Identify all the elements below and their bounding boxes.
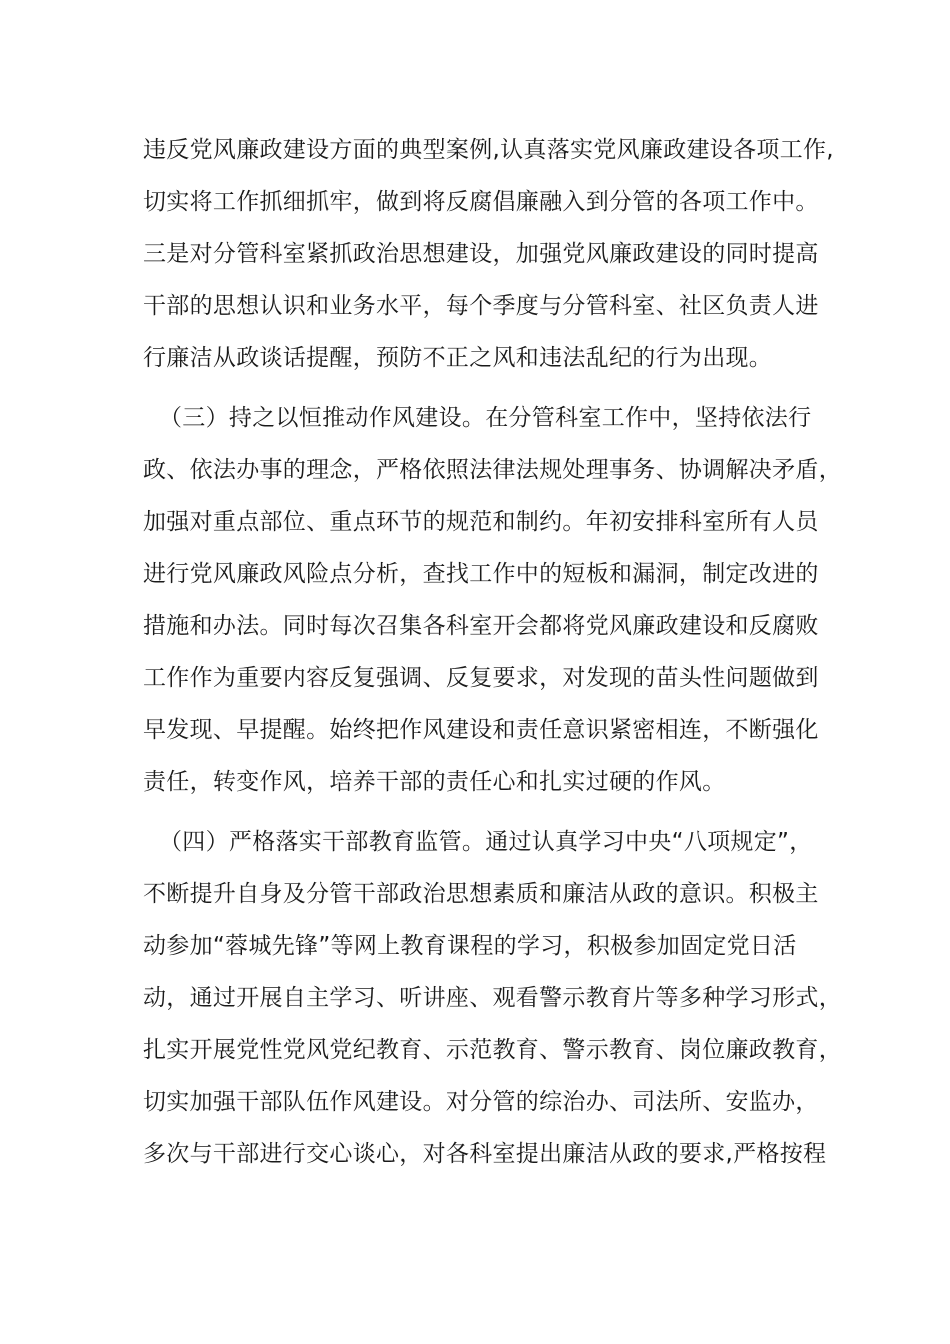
text-line: 政、依法办事的理念，严格依照法律法规处理事务、协调解决矛盾， <box>143 457 842 483</box>
text-line: 动，通过开展自主学习、听讲座、观看警示教育片等多种学习形式， <box>143 985 842 1011</box>
text-line: 干部的思想认识和业务水平，每个季度与分管科室、社区负责人进 <box>143 293 819 319</box>
paragraph-2 <box>143 392 842 808</box>
text-line: 三是对分管科室紧抓政治思想建设，加强党风廉政建设的同时提高 <box>143 241 819 267</box>
text-line: 切实加强干部队伍作风建设。对分管的综治办、司法所、安监办， <box>143 1089 819 1115</box>
paragraph-1 <box>143 124 834 384</box>
text-line: 责任，转变作风，培养干部的责任心和扎实过硬的作风。 <box>143 769 726 795</box>
text-line: 工作作为重要内容反复强调、反复要求，对发现的苗头性问题做到 <box>143 665 819 691</box>
text-line: 不断提升自身及分管干部政治思想素质和廉洁从政的意识。积极主 <box>143 881 819 907</box>
text-line: 动参加“蓉城先锋”等网上教育课程的学习，积极参加固定党日活 <box>143 933 797 959</box>
text-line: 切实将工作抓细抓牢，做到将反腐倡廉融入到分管的各项工作中。 <box>143 189 819 215</box>
text-line: 扎实开展党性党风党纪教育、示范教育、警示教育、岗位廉政教育， <box>143 1037 842 1063</box>
document-body <box>143 124 842 1180</box>
text-line: 违反党风廉政建设方面的典型案例,认真落实党风廉政建设各项工作, <box>143 137 834 163</box>
text-line: 加强对重点部位、重点环节的规范和制约。年初安排科室所有人员 <box>143 509 819 535</box>
text-line: 进行党风廉政风险点分析，查找工作中的短板和漏洞，制定改进的 <box>143 561 819 587</box>
text-line: （三）持之以恒推动作风建设。在分管科室工作中，坚持依法行 <box>159 405 812 431</box>
paragraph-3 <box>143 816 842 1180</box>
text-line: （四）严格落实干部教育监管。通过认真学习中央“八项规定”， <box>159 829 813 855</box>
text-line: 多次与干部进行交心谈心，对各科室提出廉洁从政的要求,严格按程 <box>143 1141 827 1167</box>
text-line: 早发现、早提醒。始终把作风建设和责任意识紧密相连，不断强化 <box>143 717 819 743</box>
text-line: 行廉洁从政谈话提醒，预防不正之风和违法乱纪的行为出现。 <box>143 345 773 371</box>
text-line: 措施和办法。同时每次召集各科室开会都将党风廉政建设和反腐败 <box>143 613 819 639</box>
